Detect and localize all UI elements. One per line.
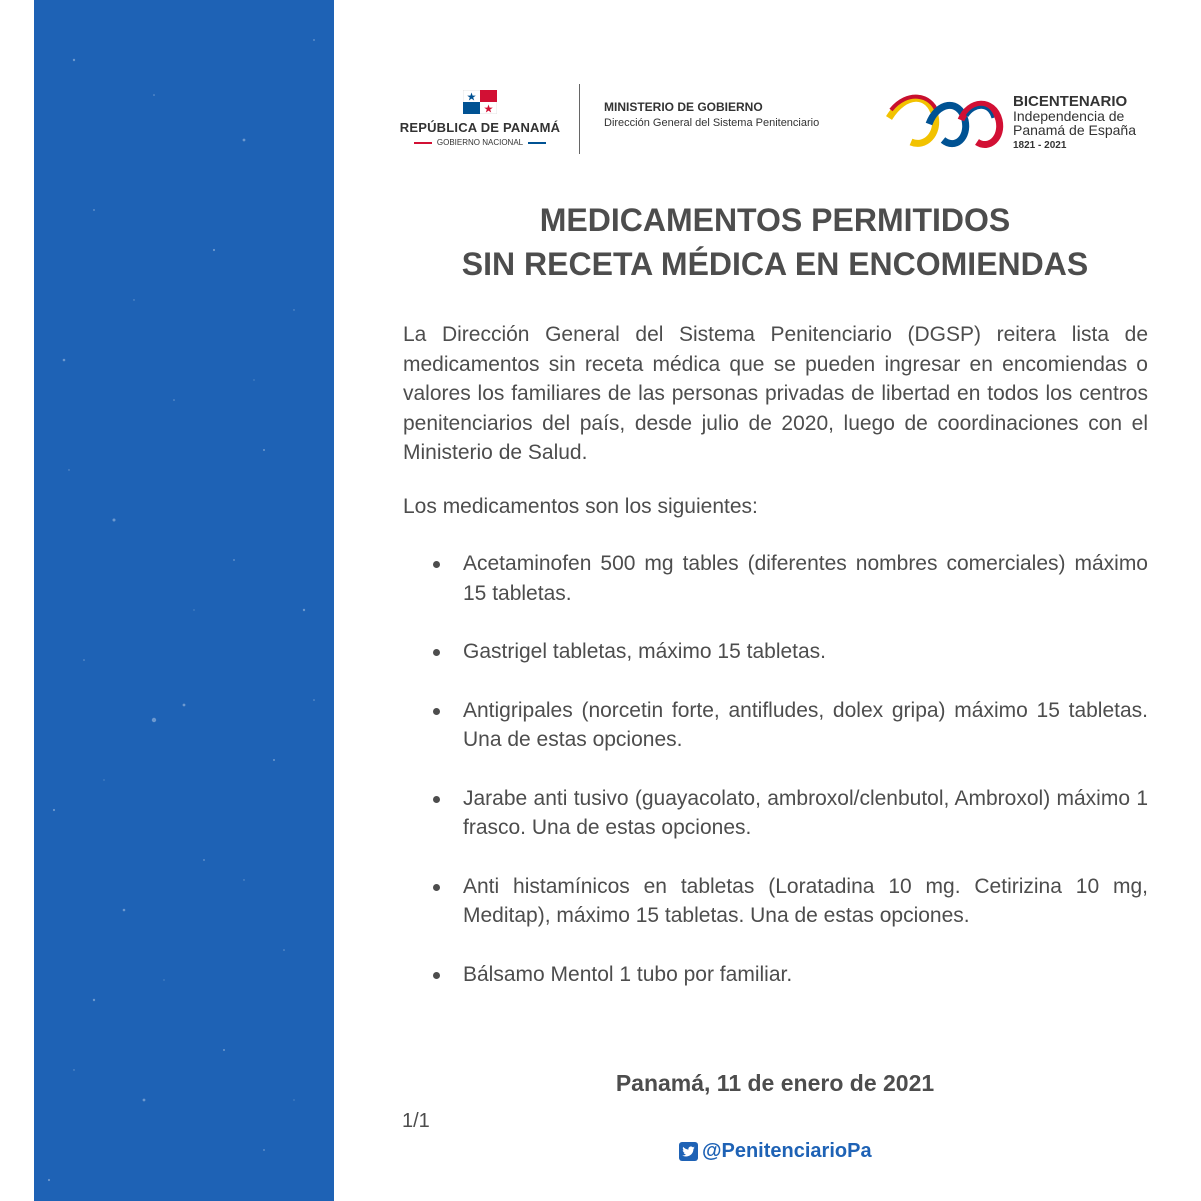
title-line2: SIN RECETA MÉDICA EN ENCOMIENDAS [461, 246, 1089, 282]
list-item [403, 872, 1148, 931]
bicentenario-logo [885, 90, 1155, 160]
list-item-text: Antigripales (norcetin forte, antifludes, dolex gripa) máximo 15 tabletas. Una de estas opciones. [463, 698, 1148, 751]
page-title [390, 198, 1160, 286]
bullet-icon [433, 884, 440, 891]
gov-subtitle: GOBIERNO NACIONAL [436, 138, 524, 147]
social-handle-link[interactable] [679, 1140, 872, 1163]
speckle-texture [34, 0, 334, 1201]
gov-subtitle-row [390, 138, 570, 147]
blue-side-panel [34, 0, 334, 1201]
document-date: Panamá, 11 de enero de 2021 [615, 1070, 935, 1096]
ministry-block [604, 100, 819, 129]
social-handle: @PenitenciarioPa [702, 1140, 872, 1162]
bicentenario-text [1013, 94, 1136, 151]
list-item-text: Gastrigel tabletas, máximo 15 tabletas. [463, 640, 827, 663]
header-divider [579, 84, 580, 154]
intro-paragraph: La Dirección General del Sistema Penitenciario (DGSP) reitera lista de medicamentos sin receta médica que se pueden ingresar en encomiendas o valores los familiares de las personas privadas de libertad en todos los centros penitenciarios del país, desde julio de 2020, luego de coordinaciones con el Ministerio de Salud. [403, 323, 1148, 464]
list-item-text: Bálsamo Mentol 1 tubo por familiar. [463, 962, 793, 986]
bullet-icon [433, 708, 440, 715]
title-line1: MEDICAMENTOS PERMITIDOS [539, 202, 1011, 238]
panama-flag-icon [463, 90, 497, 114]
medication-list [403, 549, 1148, 1018]
page-number: 1/1 [402, 1110, 430, 1132]
bullet-icon [433, 972, 440, 979]
bicentenario-line1: Independencia de [1013, 108, 1125, 124]
list-item-text: Acetaminofen 500 mg tables (diferentes nombres comerciales) máximo 15 tabletas. [463, 552, 1148, 605]
red-bar [414, 142, 432, 144]
twitter-icon [679, 1142, 698, 1161]
header [390, 84, 1160, 164]
bicentenario-ribbon-icon [885, 90, 1013, 160]
bullet-icon [433, 649, 440, 656]
list-item [403, 960, 1148, 990]
list-item-text: Jarabe anti tusivo (guayacolato, ambroxol/clenbutol, Ambroxol) máximo 1 frasco. Una de estas opciones. [463, 786, 1148, 839]
gov-title: REPÚBLICA DE PANAMÁ [399, 120, 561, 135]
bicentenario-title: BICENTENARIO [1013, 93, 1128, 110]
list-item [403, 637, 1148, 667]
blue-bar [528, 142, 546, 144]
list-intro: Los medicamentos son los siguientes: [403, 495, 758, 518]
bicentenario-line2: Panamá de España [1013, 122, 1136, 138]
government-logo [390, 84, 570, 147]
ministry-title: MINISTERIO DE GOBIERNO [604, 100, 763, 114]
bullet-icon [433, 796, 440, 803]
bullet-icon [433, 561, 440, 568]
bicentenario-years: 1821 - 2021 [1013, 140, 1067, 151]
list-item [403, 696, 1148, 755]
list-item [403, 549, 1148, 608]
ministry-subtitle: Dirección General del Sistema Penitenciario [604, 117, 820, 129]
list-item-text: Anti histamínicos en tabletas (Loratadina 10 mg. Cetirizina 10 mg, Meditap), máximo 15 tabletas. Una de estas opciones. [463, 874, 1148, 927]
list-item [403, 784, 1148, 843]
